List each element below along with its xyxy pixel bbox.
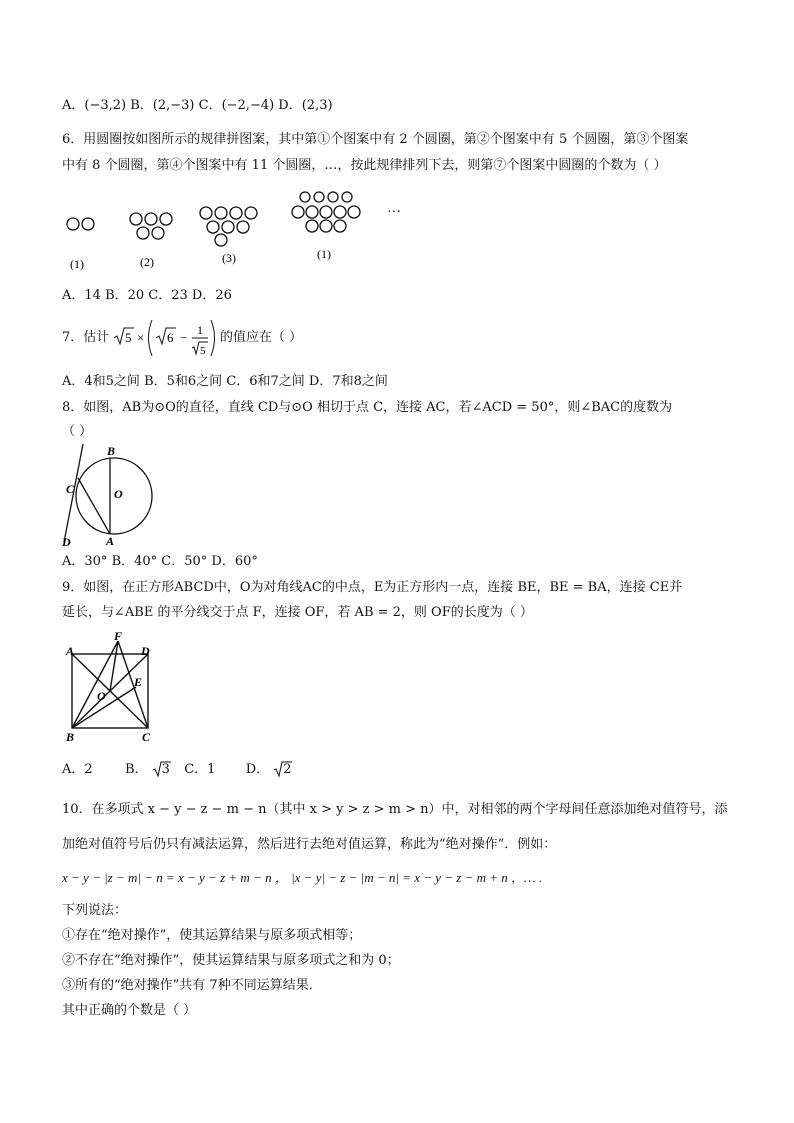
q9-option-d-radicand: 2 — [283, 762, 292, 777]
q7-prefix: 7．估计 — [62, 330, 110, 345]
q7-radicand-1: 5 — [125, 330, 132, 345]
q7-denominator: 5 — [200, 345, 206, 357]
q9-stem-line2: 延长，与∠ABE 的平分线交于点 F，连接 OF，若 AB = 2，则 OF的长度为（ ） — [62, 605, 533, 620]
q8-label-d: D — [62, 535, 71, 548]
q6-fig-label-4: (1) — [317, 247, 331, 261]
q6-fig-label-2: (2) — [140, 255, 154, 269]
q6-fig-label-3: (3) — [222, 251, 236, 265]
q6-circle-patterns-figure — [60, 182, 420, 274]
q6-fig-label-1: (1) — [70, 257, 84, 271]
q7-numerator: 1 — [197, 323, 203, 337]
q9-label-d: D — [141, 644, 150, 658]
q6-stem-line1: 6．用圆圈按如图所示的规律拼图案，其中第①个图案中有 2 个圆圈，第②个图案中有 5 个圆圈，第③个图案 — [62, 132, 689, 147]
q10-example: x − y − |z − m| − n = x − y − z + m − n ， |x − y| − z − |m − n| = x − y − z − m + n ，… . — [62, 870, 543, 885]
q10-intro: 下列说法： — [62, 903, 128, 918]
q10-question: 其中正确的个数是（ ） — [62, 1003, 197, 1018]
q10-stem-line2: 加绝对值符号后仍只有减法运算，然后进行去绝对值运算，称此为“绝对操作”．例如： — [62, 837, 557, 852]
q10-statement-1: ①存在“绝对操作”，使其运算结果与原多项式相等； — [62, 928, 362, 943]
q9-option-a: A．2 — [62, 762, 93, 777]
q6-fig-ellipsis: ··· — [387, 205, 401, 220]
q9-label-f: F — [114, 629, 123, 643]
q9-square-figure — [62, 628, 160, 744]
q8-circle-tangent-figure — [60, 444, 160, 548]
q9-label-o: O — [97, 689, 106, 703]
q8-label-c: C — [66, 482, 75, 496]
q7-radicand-2: 6 — [167, 330, 174, 345]
q7-minus: − — [180, 330, 188, 345]
q10-stem-line1: 10．在多项式 x − y − z − m − n（其中 x > y > z > m > n）中，对相邻的两个字母间任意添加绝对值符号，添 — [62, 802, 728, 817]
q8-stem-line2: （ ） — [62, 424, 93, 439]
q5-options: A．(−3,2) B．(2,−3) C．(−2,−4) D．(2,3) — [62, 98, 333, 113]
q9-option-b: B． — [124, 762, 148, 777]
q8-label-a: A — [106, 534, 115, 548]
q7-options: A．4和5之间 B．5和6之间 C．6和7之间 D．7和8之间 — [62, 374, 388, 389]
q6-options: A．14 B．20 C．23 D．26 — [62, 288, 232, 303]
q8-options: A．30° B．40° C．50° D．60° — [62, 554, 258, 569]
q9-label-e: E — [134, 675, 143, 689]
q9-label-a: A — [66, 644, 75, 658]
q9-stem-line1: 9．如图，在正方形ABCD中，O为对角线AC的中点，E为正方形内一点，连接 BE，BE = BA，连接 CE并 — [62, 580, 683, 595]
q8-stem-line1: 8．如图，AB为⊙O的直径，直线 CD与⊙O 相切于点 C，连接 AC，若∠ACD = 50°，则∠BAC的度数为 — [62, 400, 673, 415]
q7-suffix: 的值应在（ ） — [220, 330, 303, 345]
q9-option-c: C．1 — [184, 762, 216, 777]
q9-sqrt2-sign — [273, 759, 293, 779]
q9-sqrt3-sign — [152, 759, 172, 779]
q9-option-b-radicand: 3 — [161, 762, 170, 777]
q7-expression — [112, 314, 220, 362]
q9-label-c: C — [142, 730, 151, 744]
q8-label-b: B — [107, 444, 116, 458]
q10-statement-3: ③所有的“绝对操作”共有 7种不同运算结果． — [62, 978, 322, 993]
q10-statement-2: ②不存在“绝对操作”，使其运算结果与原多项式之和为 0； — [62, 953, 400, 968]
q7-times: × — [137, 330, 145, 345]
q8-label-o: O — [114, 487, 123, 501]
q9-options — [62, 762, 292, 778]
q6-stem-line2: 中有 8 个圆圈，第④个图案中有 11 个圆圈，…，按此规律排列下去，则第⑦个图案中圆圈的个数为（ ） — [62, 158, 667, 173]
q9-label-b: B — [66, 730, 75, 744]
q9-option-d: D． — [245, 762, 270, 777]
